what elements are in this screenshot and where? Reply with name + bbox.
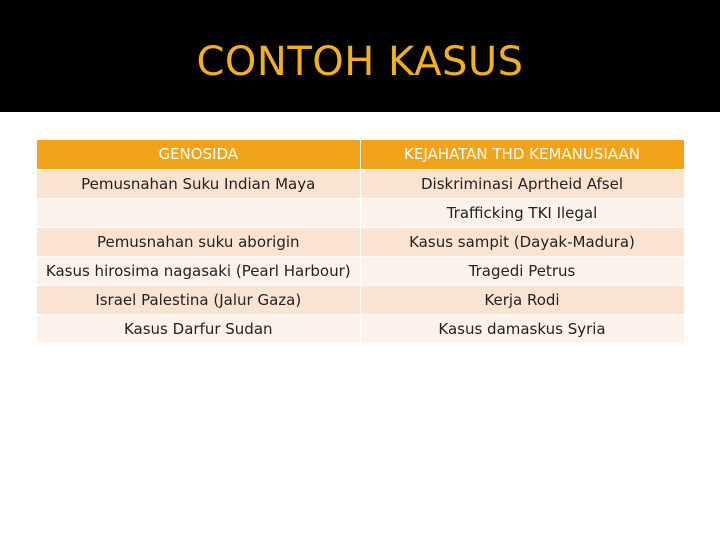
- table-cell: Pemusnahan suku aborigin: [37, 227, 360, 256]
- table-cell: Trafficking TKI Ilegal: [360, 198, 684, 227]
- title-bar: [0, 0, 720, 112]
- table-row: [37, 227, 684, 256]
- table-cell: Pemusnahan Suku Indian Maya: [37, 169, 360, 198]
- cases-table: [37, 140, 685, 343]
- table-cell: Kerja Rodi: [360, 285, 684, 314]
- table-row: [37, 169, 684, 198]
- table-row: [37, 285, 684, 314]
- table-cell: Kasus Darfur Sudan: [37, 314, 360, 343]
- table-header-row: [37, 140, 684, 169]
- table-row: [37, 314, 684, 343]
- table-cell: [37, 198, 360, 227]
- slide-title: CONTOH KASUS: [196, 39, 524, 85]
- table-cell: Israel Palestina (Jalur Gaza): [37, 285, 360, 314]
- table-cell: Diskriminasi Aprtheid Afsel: [360, 169, 684, 198]
- table-cell: Tragedi Petrus: [360, 256, 684, 285]
- table-row: [37, 198, 684, 227]
- table-cell: Kasus hirosima nagasaki (Pearl Harbour): [37, 256, 360, 285]
- header-kejahatan: KEJAHATAN THD KEMANUSIAAN: [360, 140, 684, 169]
- header-genosida: GENOSIDA: [37, 140, 360, 169]
- table-cell: Kasus damaskus Syria: [360, 314, 684, 343]
- table-cell: Kasus sampit (Dayak-Madura): [360, 227, 684, 256]
- table-row: [37, 256, 684, 285]
